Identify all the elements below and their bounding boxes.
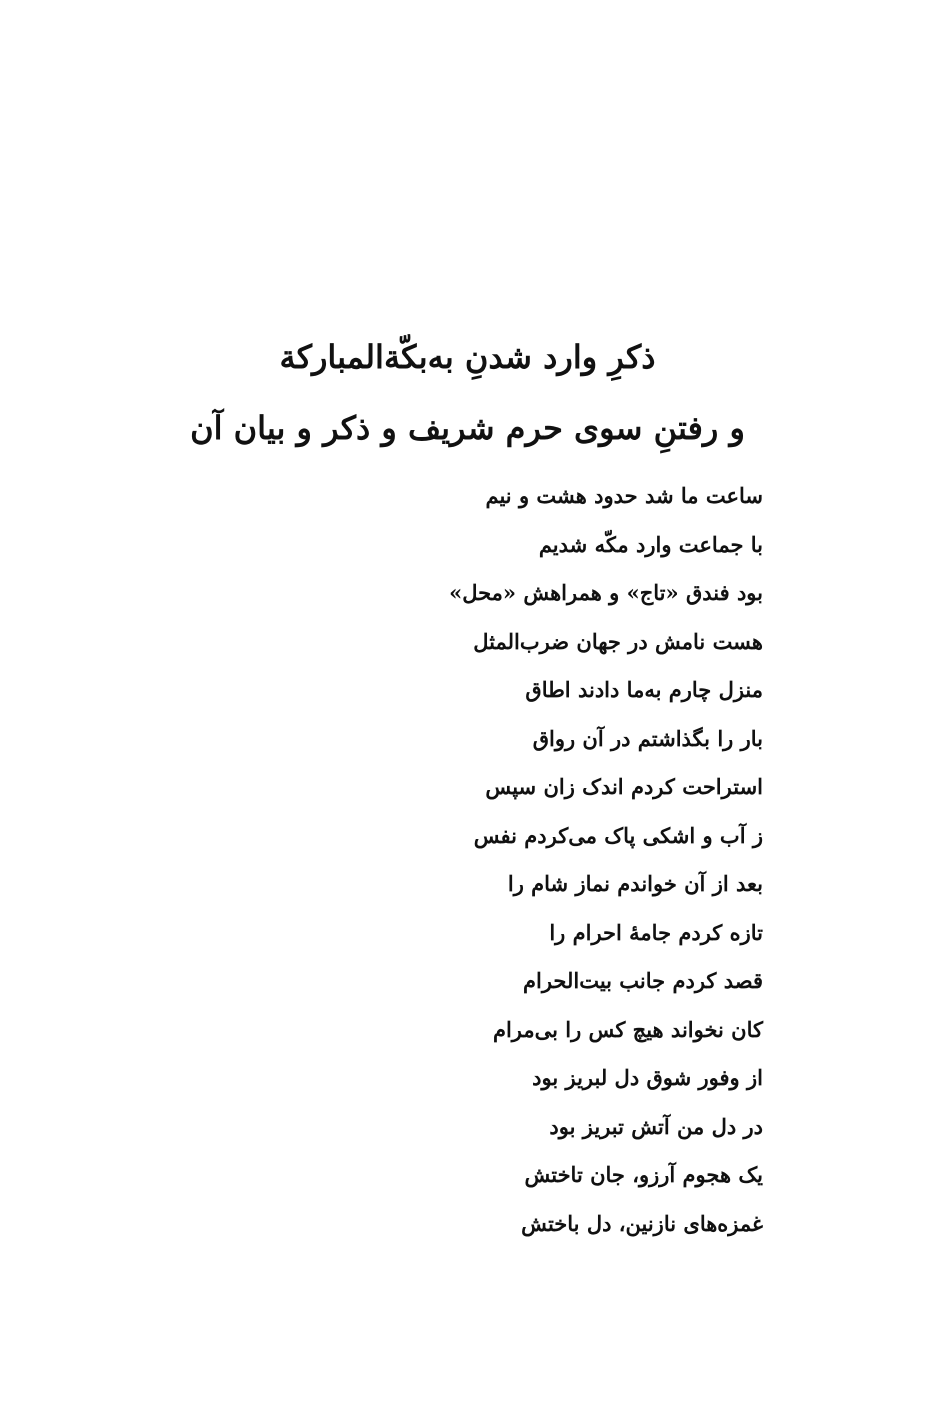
verse-line: از وفور شوق دل لبریز بود — [532, 1065, 763, 1090]
verse-line: بود فندق «تاج» و همراهش «محل» — [449, 580, 763, 605]
verse-line: با جماعت وارد مکّه شدیم — [538, 531, 763, 557]
verse-line: بار را بگذاشتم در آن رواق — [532, 725, 763, 751]
verse-line: قصد کردم جانب بیت‌الحرام — [522, 968, 763, 993]
verse-line: در دل من آتش تبریز بود — [549, 1113, 763, 1139]
verse-line: استراحت کردم اندک زان سپس — [485, 774, 763, 799]
verse-line: غمزه‌های نازنین، دل باختش — [521, 1210, 763, 1236]
verse-line: ساعت ما شد حدود هشت و نیم — [485, 483, 763, 508]
verse-line: منزل چارم به‌ما دادند اطاق — [525, 677, 763, 702]
chapter-title-line-1: ذکرِ وارد شدنِ به‌بکّةالمبارکة — [279, 338, 656, 376]
poem-body — [403, 476, 763, 1252]
verse-line: تازه کردم جامهٔ احرام را — [549, 919, 763, 945]
verse-line: هست نامش در جهان ضرب‌المثل — [473, 628, 763, 654]
verse-line: بعد از آن خواندم نماز شام را — [507, 871, 763, 896]
verse-line: کان نخواند هیچ کس را بی‌مرام — [492, 1016, 763, 1042]
chapter-title-line-2: و رفتنِ سوی حرم شریف و ذکر و بیان آن — [190, 409, 745, 447]
verse-line: ز آب و اشکی پاک می‌کردم نفس — [473, 822, 763, 848]
verse-line: یک هجوم آرزو، جان تاختش — [524, 1162, 763, 1187]
